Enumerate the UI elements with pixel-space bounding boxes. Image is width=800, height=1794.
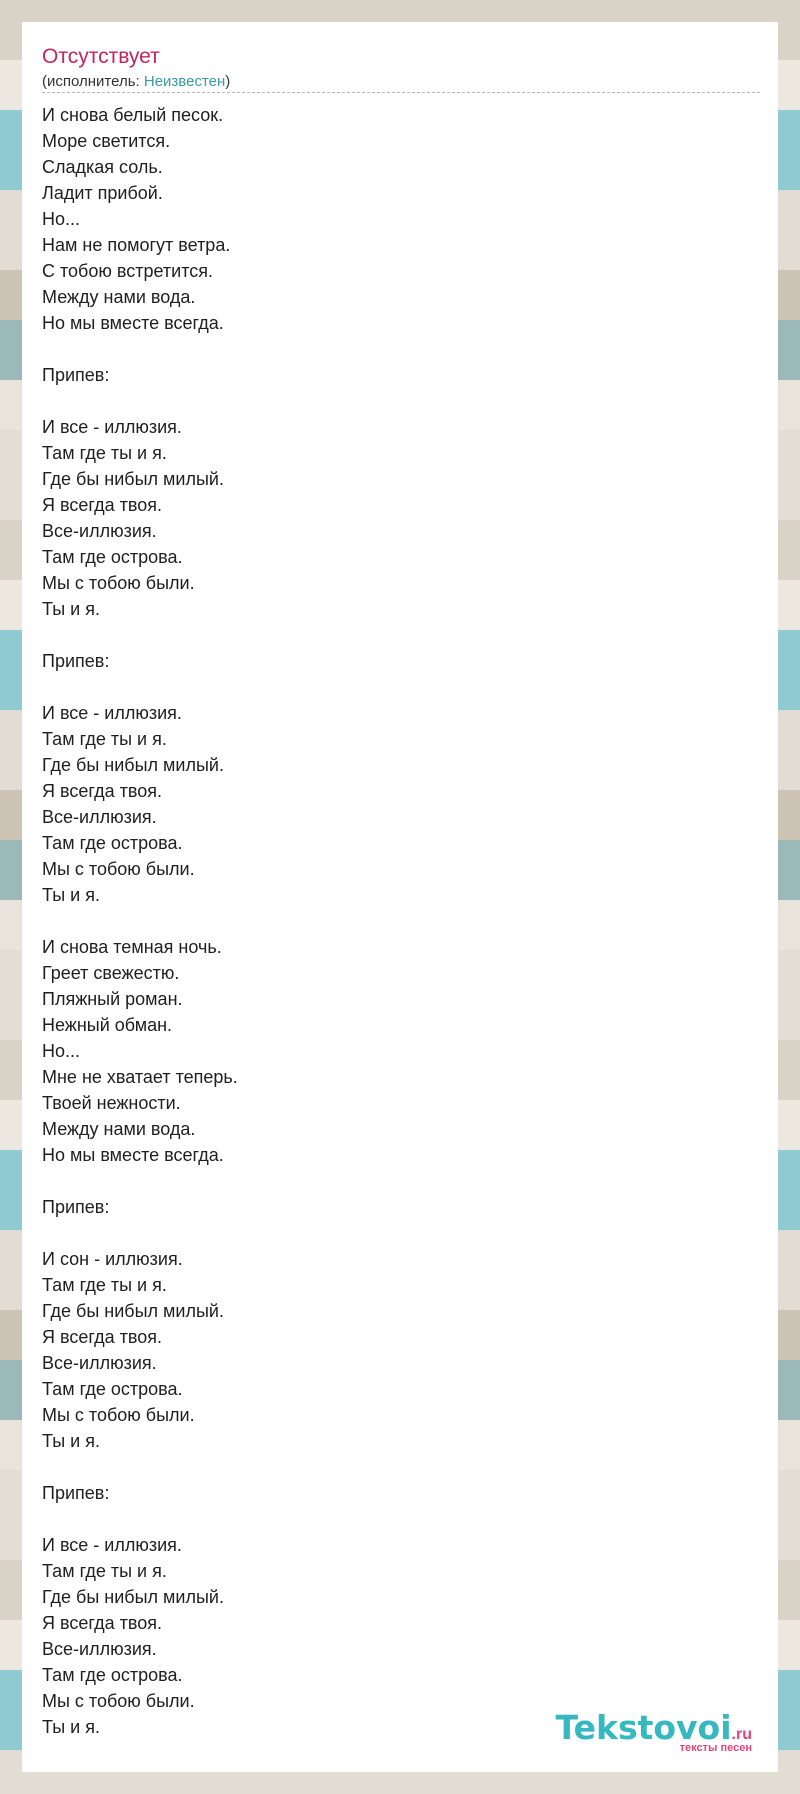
lyric-line: Все-иллюзия. (42, 1639, 157, 1659)
lyric-line: Припев: (42, 1197, 110, 1217)
lyric-blank-line (42, 1168, 742, 1194)
lyric-line: Все-иллюзия. (42, 807, 157, 827)
lyric-line: Мы с тобою были. (42, 859, 195, 879)
lyric-line: И все - иллюзия. (42, 703, 182, 723)
lyric-line: Где бы нибыл милый. (42, 755, 224, 775)
title-divider (42, 92, 760, 93)
lyric-blank-line (42, 1220, 742, 1246)
site-logo[interactable] (556, 1710, 753, 1754)
lyric-line: Между нами вода. (42, 1119, 196, 1139)
lyric-line: Припев: (42, 1483, 110, 1503)
lyric-line: Ты и я. (42, 599, 100, 619)
lyric-line: Я всегда твоя. (42, 1327, 163, 1347)
lyric-line: И снова темная ночь. (42, 937, 222, 957)
lyric-line: С тобою встретится. (42, 261, 213, 281)
byline-suffix: ) (225, 73, 231, 90)
lyric-line: Ты и я. (42, 1431, 100, 1451)
lyric-blank-line (42, 1454, 742, 1480)
lyric-line: Все-иллюзия. (42, 1353, 157, 1373)
lyrics-text (42, 102, 742, 1740)
lyric-blank-line (42, 908, 742, 934)
lyric-line: Но мы вместе всегда. (42, 313, 224, 333)
lyric-line: Там где острова. (42, 547, 183, 567)
lyric-line: Припев: (42, 365, 110, 385)
lyric-line: Мне не хватает теперь. (42, 1067, 238, 1087)
lyric-line: Море светится. (42, 131, 171, 151)
lyric-line: Я всегда твоя. (42, 495, 163, 515)
lyric-line: Я всегда твоя. (42, 1613, 163, 1633)
artist-link[interactable]: Неизвестен (143, 73, 226, 90)
artist-byline (42, 72, 230, 92)
lyric-blank-line (42, 674, 742, 700)
lyric-line: Ты и я. (42, 885, 100, 905)
lyric-line: Между нами вода. (42, 287, 196, 307)
lyric-line: Греет свежестю. (42, 963, 180, 983)
lyrics-card (22, 22, 778, 1772)
lyric-line: Твоей нежности. (42, 1093, 181, 1113)
lyric-line: Ты и я. (42, 1717, 100, 1737)
lyric-line: Мы с тобою были. (42, 1691, 195, 1711)
lyric-line: Нам не помогут ветра. (42, 235, 231, 255)
lyric-line: Мы с тобою были. (42, 1405, 195, 1425)
lyric-line: Там где острова. (42, 833, 183, 853)
lyric-line: Где бы нибыл милый. (42, 1587, 224, 1607)
lyric-line: И все - иллюзия. (42, 417, 182, 437)
song-title[interactable]: Отсутствует (42, 45, 160, 68)
lyric-line: Мы с тобою были. (42, 573, 195, 593)
lyric-line: И снова белый песок. (42, 105, 224, 125)
lyric-line: Я всегда твоя. (42, 781, 163, 801)
lyric-line: Где бы нибыл милый. (42, 469, 224, 489)
lyric-blank-line (42, 622, 742, 648)
lyric-blank-line (42, 1506, 742, 1532)
lyric-line: Нежный обман. (42, 1015, 173, 1035)
lyric-line: Там где острова. (42, 1665, 183, 1685)
logo-brand: Tekstovoi (555, 1708, 732, 1747)
lyric-line: Там где острова. (42, 1379, 183, 1399)
lyric-blank-line (42, 336, 742, 362)
lyric-blank-line (42, 388, 742, 414)
lyric-line: Припев: (42, 651, 110, 671)
lyric-line: Там где ты и я. (42, 1561, 167, 1581)
lyric-line: Там где ты и я. (42, 443, 167, 463)
lyric-line: Ладит прибой. (42, 183, 163, 203)
logo-tagline: тексты песен (679, 1742, 752, 1754)
lyric-line: Где бы нибыл милый. (42, 1301, 224, 1321)
lyric-line: Там где ты и я. (42, 1275, 167, 1295)
lyric-line: И сон - иллюзия. (42, 1249, 183, 1269)
lyric-line: Там где ты и я. (42, 729, 167, 749)
lyric-line: И все - иллюзия. (42, 1535, 182, 1555)
lyric-line: Но мы вместе всегда. (42, 1145, 224, 1165)
lyric-line: Но... (42, 1041, 81, 1061)
byline-prefix: (исполнитель: (42, 73, 144, 90)
logo-tld: .ru (731, 1726, 752, 1743)
lyric-line: Все-иллюзия. (42, 521, 157, 541)
lyric-line: Но... (42, 209, 81, 229)
lyric-line: Пляжный роман. (42, 989, 183, 1009)
lyric-line: Сладкая соль. (42, 157, 163, 177)
